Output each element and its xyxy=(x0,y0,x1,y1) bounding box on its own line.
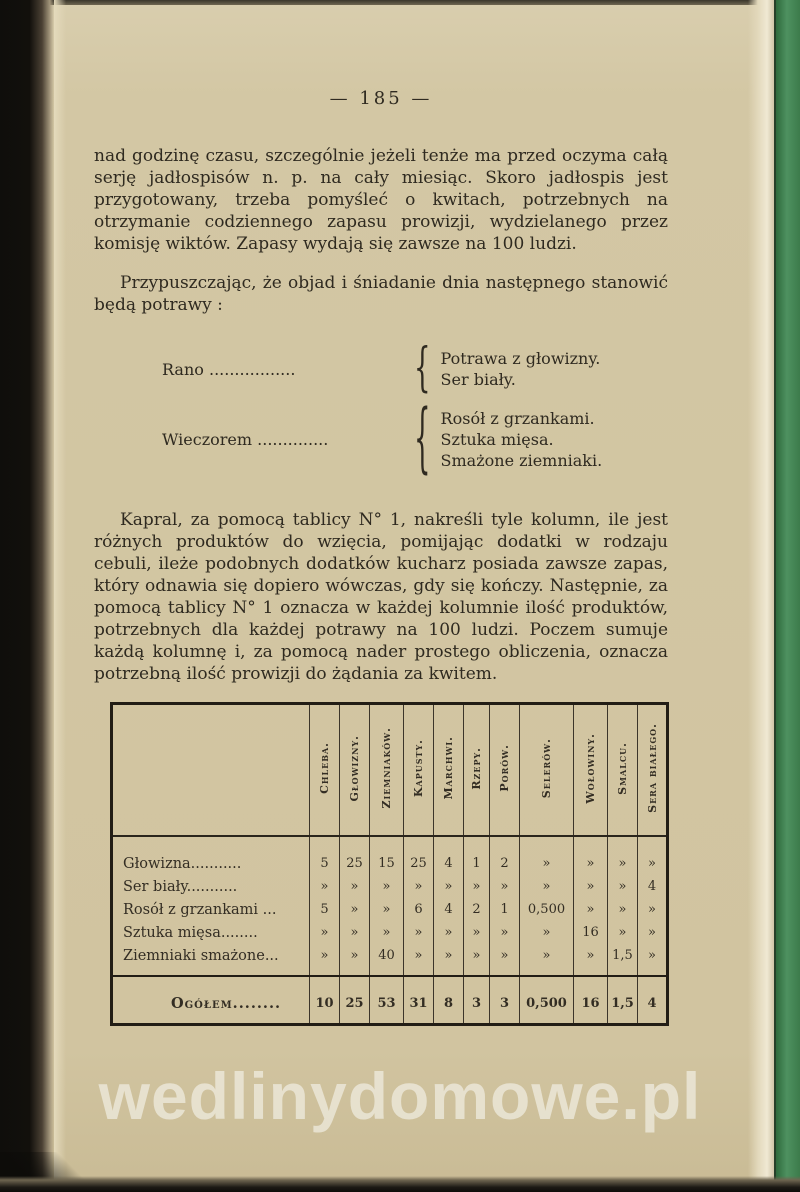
column-header-label: Selerów. xyxy=(540,737,553,799)
paragraph-1: nad godzinę czasu, szczególnie jeżeli tenże ma przed oczyma całą serję jadłospisów n. p. na cały miesiąc. Skoro jadłospis jest przygotowany, trzeba pomyśleć o kwitach, potrzebnych na otrzymanie codziennego zapasu prowizji, wydzielanego przez komisję wiktów. Zapasy wydają się zawsze na 100 ludzi. xyxy=(94,146,668,254)
table-cell: » xyxy=(520,921,574,944)
total-cell: 16 xyxy=(574,976,608,1025)
column-header xyxy=(574,704,608,837)
table-cell: 6 xyxy=(404,898,434,921)
table-cell: » xyxy=(638,944,668,976)
table-cell: 25 xyxy=(340,836,370,875)
page-left-edge-highlight xyxy=(54,0,66,1192)
table-cell: » xyxy=(434,944,464,976)
total-cell: 10 xyxy=(310,976,340,1025)
table-header xyxy=(112,704,668,837)
column-header xyxy=(404,704,434,837)
total-label: Ogółem........ xyxy=(112,976,310,1025)
column-header-label: Ziemniaków. xyxy=(380,727,393,809)
table-cell: 4 xyxy=(434,898,464,921)
column-header-label: Porów. xyxy=(498,744,511,792)
book-cover-green-edge xyxy=(774,0,800,1192)
dish-line: Potrawa z głowizny. xyxy=(440,349,601,368)
table-cell: » xyxy=(608,836,638,875)
column-header xyxy=(638,704,668,837)
table-row xyxy=(112,944,668,976)
table-cell: 4 xyxy=(434,836,464,875)
table-cell: 40 xyxy=(370,944,404,976)
table-cell: 2 xyxy=(490,836,520,875)
dish-list-wieczorem xyxy=(441,408,603,471)
table-cell: 5 xyxy=(310,898,340,921)
table-cell: » xyxy=(404,875,434,898)
watermark: wedlinydomowe.pl xyxy=(98,1059,702,1133)
table-cell: 1 xyxy=(490,898,520,921)
column-header-label: Smalcu. xyxy=(616,741,629,795)
book-binding xyxy=(0,0,54,1192)
table-cell: » xyxy=(608,875,638,898)
table-cell: 16 xyxy=(574,921,608,944)
provisions-table xyxy=(110,702,669,1026)
total-cell: 3 xyxy=(464,976,490,1025)
table-cell: » xyxy=(490,944,520,976)
column-header xyxy=(608,704,638,837)
table-cell: 1,5 xyxy=(608,944,638,976)
paragraph-2: Przypuszczając, że objad i śniadanie dnia następnego stanowić będą potrawy : xyxy=(94,273,668,315)
total-cell: 53 xyxy=(370,976,404,1025)
column-header-label: Chleba. xyxy=(318,742,331,794)
table-cell: 2 xyxy=(464,898,490,921)
column-header xyxy=(464,704,490,837)
row-label: Ser biały........... xyxy=(123,878,238,895)
paragraph-3: Kapral, za pomocą tablicy N° 1, nakreśli tyle kolumn, ile jest różnych produktów do wzięcia, pomijając dodatki w rodzaju cebuli, ileże podobnych dodatków kucharz posiada zawsze zapas, który odnawia się dopiero wówczas, gdy się kończy. Następnie, za pomocą tablicy N° 1 oznacza w każdej kolumnie ilość produktów, potrzebnych dla każdej potrawy na 100 ludzi. Poczem sumuje każdą kolumnę i, za pomocą nader prostego obliczenia, oznacza potrzebną ilość prowizji do żądania za kwitem. xyxy=(94,510,668,684)
table-cell: » xyxy=(490,875,520,898)
page-content xyxy=(94,88,668,1026)
table-cell: » xyxy=(490,921,520,944)
table-row xyxy=(112,836,668,875)
table-cell: » xyxy=(574,898,608,921)
menu-row-rano xyxy=(162,339,668,399)
dish-line: Rosół z grzankami. xyxy=(440,409,595,428)
column-header xyxy=(340,704,370,837)
column-header xyxy=(434,704,464,837)
table-cell: » xyxy=(340,921,370,944)
table-row xyxy=(112,875,668,898)
table-row xyxy=(112,898,668,921)
table-cell: » xyxy=(370,875,404,898)
table-cell: » xyxy=(310,944,340,976)
menu-label-rano: Rano ................. xyxy=(162,359,296,379)
table-cell: » xyxy=(638,898,668,921)
page-stack-edge xyxy=(748,0,776,1192)
dish-line: Ser biały. xyxy=(440,370,516,389)
table-cell: » xyxy=(404,944,434,976)
total-cell: 0,500 xyxy=(520,976,574,1025)
column-header-label: Kapusty. xyxy=(412,738,425,798)
table-cell: » xyxy=(520,836,574,875)
table-cell: » xyxy=(340,944,370,976)
column-header-label: Marchwi. xyxy=(442,736,455,800)
table-cell: » xyxy=(310,921,340,944)
dish-line: Smażone ziemniaki. xyxy=(440,451,603,470)
table-cell: 1 xyxy=(464,836,490,875)
total-cell: 3 xyxy=(490,976,520,1025)
total-row xyxy=(112,976,668,1025)
page-number: — 185 — xyxy=(329,88,433,109)
table-cell: 5 xyxy=(310,836,340,875)
table-body xyxy=(112,836,668,976)
column-header xyxy=(310,704,340,837)
brace-icon: { xyxy=(414,339,431,399)
table-cell: 4 xyxy=(638,875,668,898)
table-cell: » xyxy=(340,875,370,898)
table-cell: » xyxy=(574,875,608,898)
column-header-label: Rzepy. xyxy=(470,746,483,790)
column-header xyxy=(520,704,574,837)
table-cell: 15 xyxy=(370,836,404,875)
table-cell: » xyxy=(370,898,404,921)
total-cell: 8 xyxy=(434,976,464,1025)
table-row xyxy=(112,921,668,944)
menu-label-wieczorem: Wieczorem .............. xyxy=(162,430,329,449)
table-cell: » xyxy=(464,921,490,944)
menu-row-wieczorem xyxy=(162,396,668,483)
total-cell: 31 xyxy=(404,976,434,1025)
row-label: Głowizna........... xyxy=(123,855,242,872)
total-cell: 1,5 xyxy=(608,976,638,1025)
column-header-label: Sera białego. xyxy=(645,723,659,813)
page-bottom-edge xyxy=(0,1176,800,1192)
table-cell: » xyxy=(608,921,638,944)
table-cell: » xyxy=(434,875,464,898)
table-cell: » xyxy=(574,944,608,976)
table-cell: » xyxy=(340,898,370,921)
column-header xyxy=(490,704,520,837)
row-label: Sztuka mięsa........ xyxy=(123,924,258,941)
table-cell: » xyxy=(464,944,490,976)
menu-block xyxy=(162,339,668,483)
table-footer xyxy=(112,976,668,1025)
page-top-edge xyxy=(0,0,800,5)
table-cell: » xyxy=(574,836,608,875)
column-header xyxy=(370,704,404,837)
table-cell: » xyxy=(370,921,404,944)
table-cell: » xyxy=(404,921,434,944)
total-cell: 25 xyxy=(340,976,370,1025)
table-cell: 25 xyxy=(404,836,434,875)
column-header-label: Wołowiny. xyxy=(584,732,597,804)
dish-list-rano xyxy=(441,348,601,390)
dish-line: Sztuka mięsa. xyxy=(440,430,554,449)
table-cell: » xyxy=(520,875,574,898)
table-corner-cell xyxy=(112,704,310,837)
table-cell: 0,500 xyxy=(520,898,574,921)
column-header-label: Głowizny. xyxy=(348,734,361,802)
total-cell: 4 xyxy=(638,976,668,1025)
table-cell: » xyxy=(434,921,464,944)
row-label: Rosół z grzankami ... xyxy=(123,901,277,918)
header-row xyxy=(112,704,668,837)
table-cell: » xyxy=(464,875,490,898)
row-label: Ziemniaki smażone... xyxy=(123,947,279,964)
brace-icon: { xyxy=(414,396,431,483)
table-cell: » xyxy=(520,944,574,976)
table-cell: » xyxy=(638,836,668,875)
table-cell: » xyxy=(310,875,340,898)
table-cell: » xyxy=(608,898,638,921)
table-cell: » xyxy=(638,921,668,944)
